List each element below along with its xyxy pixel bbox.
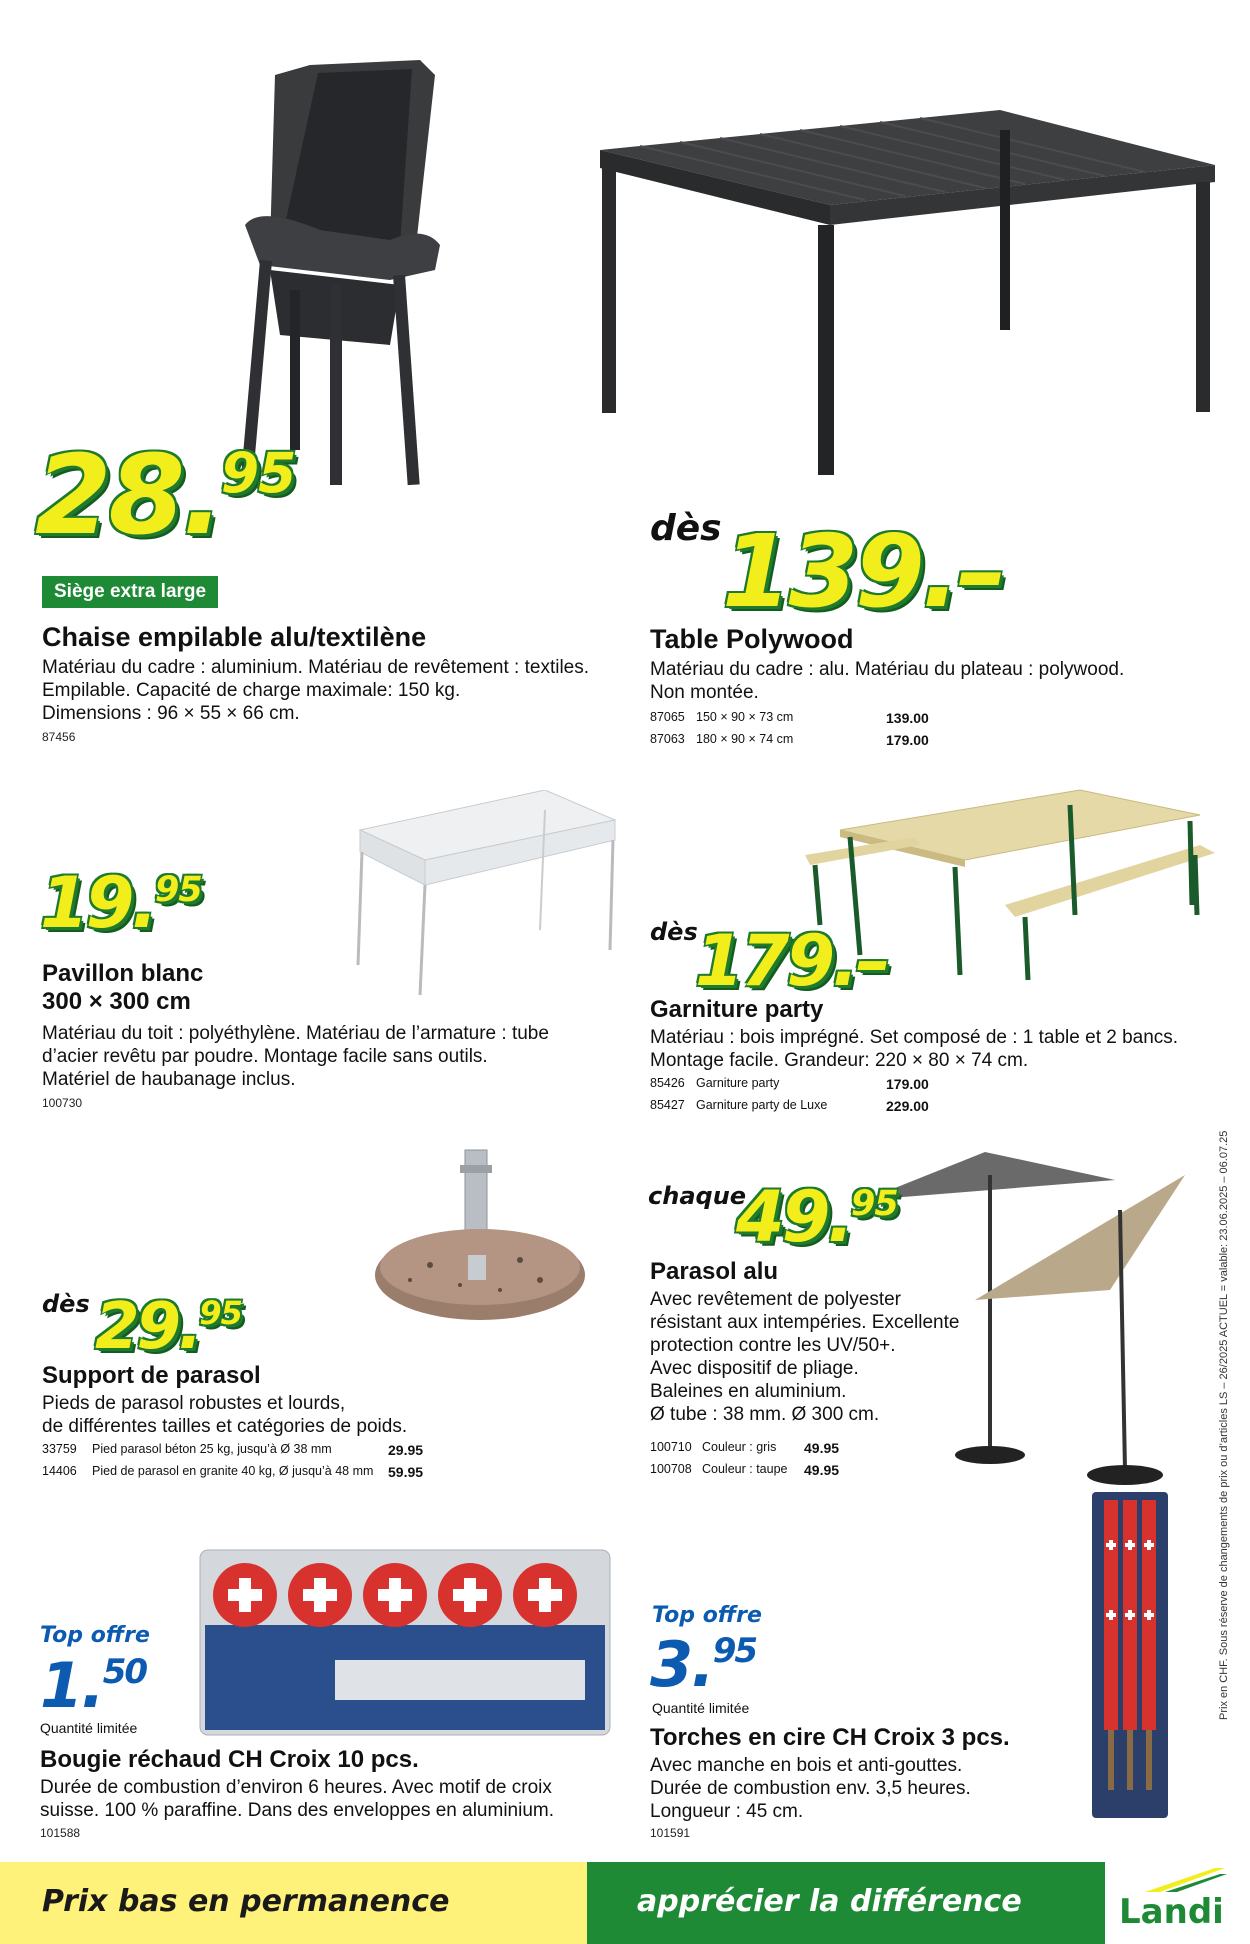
parasol-stand-image — [370, 1145, 600, 1335]
stand-desc: Pieds de parasol robustes et lourds, de différentes tailles et catégories de poids. — [42, 1393, 408, 1437]
pavilion-image — [330, 790, 620, 1000]
party-price: 179.– — [695, 920, 888, 1002]
table-image — [600, 110, 1220, 480]
stand-variant-row: 14406 Pied de parasol en granite 40 kg, Ø jusqu’à 48 mm 59.95 — [42, 1464, 424, 1480]
parasol-desc: Avec revêtement de polyester résistant aux intempéries. Excellente protection contre les UV/50+. Avec dispositif de pliage. Baleines en aluminium. Ø tube : 38 mm. Ø 300 cm. — [650, 1289, 960, 1425]
stand-variant-row: 33759 Pied parasol béton 25 kg, jusqu’à Ø 38 mm 29.95 — [42, 1442, 424, 1458]
parasol-variant-row: 100710 Couleur : gris 49.95 — [650, 1440, 840, 1456]
pavilion-price: 19.95 — [40, 862, 202, 944]
party-title: Garniture party — [650, 996, 824, 1023]
parasol-prefix: chaque — [648, 1182, 747, 1210]
footer-slogan-left — [0, 1862, 587, 1944]
candles-code: 101588 — [40, 1826, 81, 1840]
torches-offer-label: Top offre — [652, 1603, 762, 1628]
chair-code: 87456 — [42, 730, 76, 744]
parasol-title: Parasol alu — [650, 1258, 779, 1285]
table-prefix: dès — [650, 508, 722, 549]
stand-prefix: dès — [42, 1290, 90, 1318]
candles-price: 1.50 — [40, 1649, 147, 1722]
parasol-variant-row: 100708 Couleur : taupe 49.95 — [650, 1462, 840, 1478]
stand-title: Support de parasol — [42, 1362, 261, 1389]
chair-title: Chaise empilable alu/textilène — [42, 622, 427, 652]
party-variant-row: 85427 Garniture party de Luxe 229.00 — [650, 1098, 929, 1114]
torches-code: 101591 — [650, 1826, 691, 1840]
tealight-candles-image — [195, 1540, 615, 1740]
party-desc: Matériau : bois imprégné. Set composé de : 1 table et 2 bancs. Montage facile. Grandeur: 220 × 80 × 74 cm. — [650, 1027, 1179, 1071]
candles-offer-label: Top offre — [40, 1623, 150, 1648]
table-variant-row: 87065 150 × 90 × 73 cm 139.00 — [650, 710, 929, 726]
torches-price: 3.95 — [650, 1628, 757, 1701]
party-prefix: dès — [650, 918, 698, 946]
chair-desc: Matériau du cadre : aluminium. Matériau de revêtement : textiles. Empilable. Capacité de charge maximale: 150 kg. Dimensions : 96 × 55 × 66 cm. — [42, 657, 590, 724]
candles-desc: Durée de combustion d’environ 6 heures. Avec motif de croix suisse. 100 % paraffine. Dans des enveloppes en aluminium. — [40, 1777, 555, 1821]
candles-limited: Quantité limitée — [40, 1720, 138, 1736]
footer-logo-area — [1105, 1862, 1250, 1944]
wax-torches-image — [1090, 1490, 1170, 1820]
table-desc: Matériau du cadre : alu. Matériau du plateau : polywood. Non montée. — [650, 659, 1125, 703]
torches-desc: Avec manche en bois et anti-gouttes. Durée de combustion env. 3,5 heures. Longueur : 45 cm. — [650, 1755, 971, 1822]
footer-left-text: Prix bas en permanence — [42, 1884, 450, 1919]
stand-price: 29.95 — [95, 1290, 242, 1364]
chair-badge: Siège extra large — [42, 576, 218, 608]
footer-middle-text: apprécier la différence — [637, 1884, 1022, 1919]
party-variant-row: 85426 Garniture party 179.00 — [650, 1076, 929, 1092]
pavilion-desc: Matériau du toit : polyéthylène. Matériau de l’armature : tube d’acier revêtu par poudre. Montage facile sans outils. Matériel de haubanage inclus. — [42, 1023, 549, 1090]
torches-limited: Quantité limitée — [652, 1700, 750, 1716]
torches-title: Torches en cire CH Croix 3 pcs. — [650, 1724, 1010, 1751]
landi-logo-text: Landi — [1119, 1892, 1224, 1932]
table-price: 139.– — [722, 513, 1004, 630]
legal-note: Prix en CHF. Sous réserve de changements de prix ou d’articles LS – 26/2025 ACTUEL = valable: 23.06.2025 – 06.07.25 — [1218, 1130, 1230, 1720]
pavilion-title: Pavillon blanc 300 × 300 cm — [42, 960, 204, 1015]
table-title: Table Polywood — [650, 624, 854, 654]
parasol-price: 49.95 — [736, 1176, 898, 1258]
pavilion-code: 100730 — [42, 1096, 83, 1110]
chair-price: 28.95 — [35, 431, 296, 559]
candles-title: Bougie réchaud CH Croix 10 pcs. — [40, 1746, 419, 1773]
chair-image — [150, 55, 460, 495]
landi-logo-icon — [1125, 1864, 1235, 1894]
table-variant-row: 87063 180 × 90 × 74 cm 179.00 — [650, 732, 929, 748]
footer-slogan-middle — [587, 1862, 1105, 1944]
